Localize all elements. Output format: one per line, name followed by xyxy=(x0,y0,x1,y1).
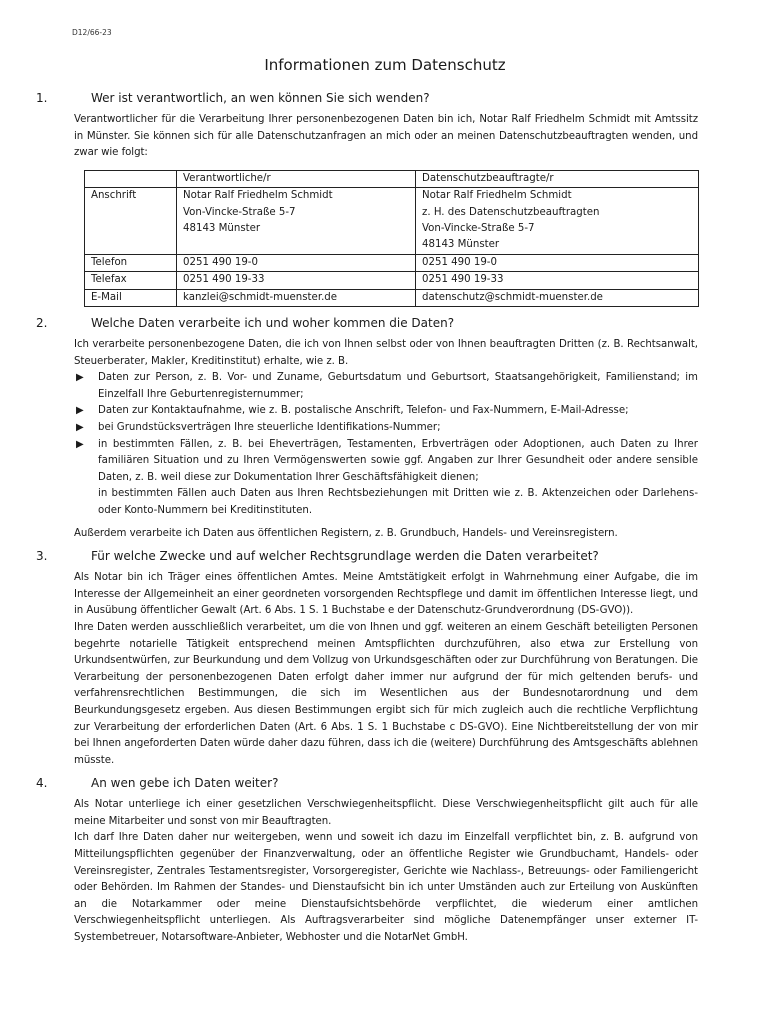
row-label: Telefax xyxy=(85,272,177,289)
section-paragraph: Außerdem verarbeite ich Daten aus öffentlichen Registern, z. B. Grundbuch, Handels- und Vereinsregistern. xyxy=(74,527,618,539)
section-heading xyxy=(36,90,698,106)
section-number: 3. xyxy=(36,549,48,564)
table-cell xyxy=(416,188,699,255)
bullet-list xyxy=(36,370,698,519)
cell-line: 48143 Münster xyxy=(183,223,261,234)
section-title: An wen gebe ich Daten weiter? xyxy=(91,776,279,791)
section-number: 4. xyxy=(36,776,48,791)
section-paragraph: Als Notar unterliege ich einer gesetzlichen Verschwiegenheitspflicht. Diese Verschwiegenheitspflicht gilt auch für alle meine Mitarbeiter und sonst von mir Beauftragten. xyxy=(74,799,698,827)
section-paragraph: Ich darf Ihre Daten daher nur weitergeben, wenn und soweit ich dazu im Einzelfall verpflichtet bin, z. B. aufgrund von Mitteilungspflichten gegenüber der Finanzverwaltung, oder an öffentliche Register wie Grundbuchamt, Handels- oder Vereinsregister, Zentrales Testamentsregister, Vorsorgeregister, Gerichte wie Nachlass-, Betreuungs- oder Familiengericht oder Behörden. Im Rahmen der Standes- und Dienstaufsicht bin ich unter Umständen auch zur Erteilung von Auskünften an die Notarkammer oder meine Dienstaufsichtsbehörde verpflichtet, die wiederum einer amtlichen Verschwiegenheitspflicht unterliegen. Als Auftragsverarbeiter sind mögliche Datenempfänger unser externer IT-Systembetreuer, Notarsoftware-Anbieter, Webhoster und die NotarNet GmbH. xyxy=(74,832,698,944)
section-number: 1. xyxy=(36,91,48,105)
triangle-bullet-icon: ▶ xyxy=(76,372,84,384)
table-row xyxy=(85,272,699,289)
row-label: Telefon xyxy=(85,254,177,271)
email-cell: kanzlei@schmidt-muenster.de xyxy=(177,289,416,306)
cell-line: Von-Vincke-Straße 5-7 xyxy=(422,223,535,234)
page-title: Informationen zum Datenschutz xyxy=(264,56,506,74)
section-title: Für welche Zwecke und auf welcher Rechtsgrundlage werden die Daten verarbeitet? xyxy=(91,549,599,564)
table-cell: 0251 490 19-0 xyxy=(416,254,699,271)
cell-line: z. H. des Datenschutzbeauftragten xyxy=(422,206,600,218)
section-number: 2. xyxy=(36,316,48,331)
cell-line: Von-Vincke-Straße 5-7 xyxy=(183,206,296,218)
cell-line: 48143 Münster xyxy=(422,239,500,251)
cell-line: Notar Ralf Friedhelm Schmidt xyxy=(422,190,572,202)
row-label: Anschrift xyxy=(85,188,177,255)
table-row xyxy=(85,188,699,255)
email-cell: datenschutz@schmidt-muenster.de xyxy=(416,289,699,306)
document-id: D12/66-23 xyxy=(72,28,112,37)
section-heading xyxy=(36,548,698,564)
table-cell: 0251 490 19-33 xyxy=(177,272,416,289)
contact-table xyxy=(84,170,699,307)
section-paragraph: Verantwortlicher für die Verarbeitung Ihrer personenbezogenen Daten bin ich, Notar Ralf Friedhelm Schmidt mit Amtssitz in Münster. Sie können sich für alle Datenschutzanfragen an mich oder an meinen Datenschutzbeauftragten wenden, und zwar wie folgt: xyxy=(74,114,698,159)
section-heading xyxy=(36,775,698,791)
table-row xyxy=(85,254,699,271)
document-body xyxy=(36,90,698,947)
list-item xyxy=(74,437,698,520)
triangle-bullet-icon: ▶ xyxy=(76,438,84,450)
list-item-text: in bestimmten Fällen auch Daten aus Ihren Rechtsbeziehungen mit Dritten wie z. B. Aktenzeichen oder Darlehens- oder Konto-Nummern bei Kreditinstituten. xyxy=(98,488,698,516)
triangle-bullet-icon: ▶ xyxy=(76,422,84,433)
cell-line: Notar Ralf Friedhelm Schmidt xyxy=(183,190,333,202)
table-header-cell: Verantwortliche/r xyxy=(177,170,416,187)
table-cell: 0251 490 19-33 xyxy=(416,272,699,289)
list-item xyxy=(74,403,698,420)
table-row xyxy=(85,289,699,306)
table-cell xyxy=(85,170,177,187)
table-cell: 0251 490 19-0 xyxy=(177,254,416,271)
table-header-cell: Datenschutzbeauftragte/r xyxy=(416,170,699,187)
section-title: Welche Daten verarbeite ich und woher kommen die Daten? xyxy=(91,316,455,331)
list-item-text: Daten zur Kontaktaufnahme, wie z. B. postalische Anschrift, Telefon- und Fax-Nummern, E-Mail-Adresse; xyxy=(98,405,629,417)
table-header-row xyxy=(85,170,699,187)
list-item xyxy=(74,420,698,437)
table-cell xyxy=(177,188,416,255)
list-item-text: Daten zur Person, z. B. Vor- und Zuname, Geburtsdatum und Geburtsort, Staatsangehörigkeit, Familienstand; im Einzelfall Ihre Geburtenregisternummer; xyxy=(98,372,698,400)
list-item-text: in bestimmten Fällen, z. B. bei Eheverträgen, Testamenten, Erbverträgen oder Adoptionen, auch Daten zu Ihrer familiären Situation und zu Ihren Vermögenswerten sowie ggf. Angaben zur Ihrer Gesundheit oder andere sensible Daten, z. B. weil diese zur Dokumentation Ihrer Geschäftsfähigkeit dienen; xyxy=(98,438,698,483)
section-paragraph: Ihre Daten werden ausschließlich verarbeitet, um die von Ihnen und ggf. weiteren an einem Geschäft beteiligten Personen begehrte notarielle Tätigkeit entsprechend meinen Amtspflichten durchzuführen, also etwa zur Erstellung von Urkundsentwürfen, zur Beurkundung und dem Vollzug von Urkundsgeschäften oder zur Durchführung von Beratungen. Die Verarbeitung der personenbezogenen Daten erfolgt daher immer nur aufgrund der für mich geltenden berufs- und verfahrensrechtlichen Bestimmungen, die sich im Wesentlichen aus der Bundesnotarordnung und dem Beurkundungsgesetz ergeben. Aus diesen Bestimmungen ergibt sich für mich zugleich auch die rechtliche Verpflichtung zur Verarbeitung der erforderlichen Daten (Art. 6 Abs. 1 S. 1 Buchstabe c DS-GVO). Eine Nichtbereitstellung der von mir bei Ihnen angeforderten Daten würde daher dazu führen, dass ich die (weitere) Durchführung des Amtsgeschäfts ablehnen müsste. xyxy=(74,621,698,766)
triangle-bullet-icon: ▶ xyxy=(76,405,84,417)
section-paragraph: Als Notar bin ich Träger eines öffentlichen Amtes. Meine Amtstätigkeit erfolgt in Wahrnehmung einer Aufgabe, die im Interesse der Allgemeinheit an einer geordneten vorsorgenden Rechtspflege und damit im öffentlichen Interesse liegt, und in Ausübung öffentlicher Gewalt (Art. 6 Abs. 1 S. 1 Buchstabe e der Datenschutz-Grundverordnung (DS-GVO)). xyxy=(74,572,698,617)
section-paragraph: Ich verarbeite personenbezogene Daten, die ich von Ihnen selbst oder von Ihnen beauftragten Dritten (z. B. Rechtsanwalt, Steuerberater, Makler, Kreditinstitut) erhalte, wie z. B. xyxy=(74,339,698,367)
section-title: Wer ist verantwortlich, an wen können Sie sich wenden? xyxy=(91,91,430,105)
list-item xyxy=(74,370,698,403)
row-label: E-Mail xyxy=(85,289,177,306)
list-item-text: bei Grundstücksverträgen Ihre steuerliche Identifikations-Nummer; xyxy=(98,422,441,433)
section-heading xyxy=(36,315,698,331)
